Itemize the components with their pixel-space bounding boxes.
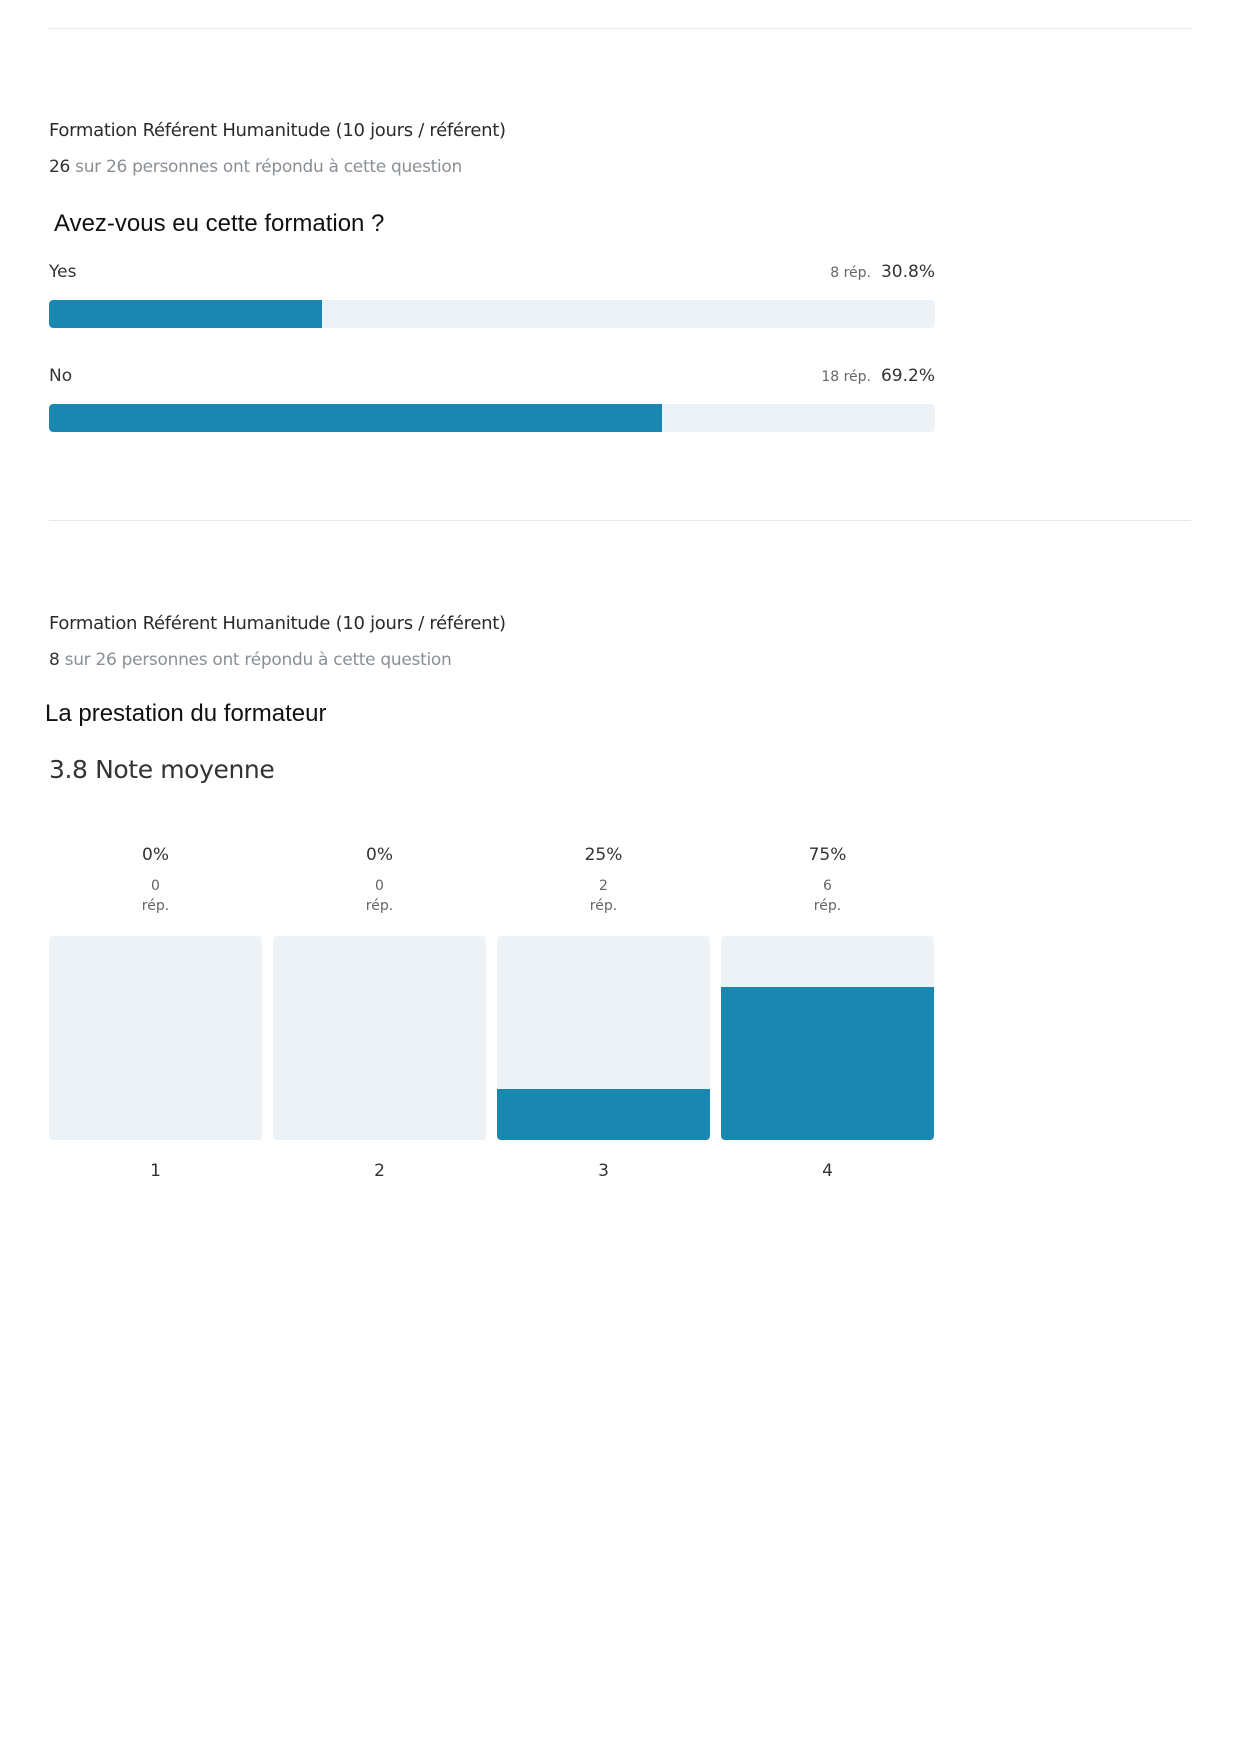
column-track (497, 936, 710, 1140)
bar-value-label (821, 366, 935, 386)
column-category-label: 4 (822, 1161, 833, 1181)
column-track (49, 936, 262, 1140)
column-fill (721, 987, 934, 1140)
column-count-label: 6 (823, 878, 832, 894)
bar-label: Yes (49, 262, 77, 282)
bar-row-no (49, 366, 935, 436)
answered-suffix: sur 26 personnes ont répondu à cette question (59, 650, 452, 670)
column-percent-label: 0% (142, 845, 169, 865)
question-title: La prestation du formateur (45, 700, 327, 727)
bar-count-label: 18 rép. (821, 369, 871, 385)
section-divider-middle (49, 520, 1191, 521)
column-track (721, 936, 934, 1140)
answered-count: 26 (49, 157, 71, 177)
bar-fill (49, 404, 662, 432)
rating-column-2 (273, 845, 486, 1185)
survey-name: Formation Référent Humanitude (10 jours / référent) (49, 120, 506, 141)
column-percent-label: 25% (584, 845, 623, 865)
vertical-bar-chart (49, 845, 935, 1185)
bar-value-label (830, 262, 935, 282)
column-fill (497, 1089, 710, 1140)
column-category-label: 2 (374, 1161, 385, 1181)
column-percent-label: 0% (366, 845, 393, 865)
column-percent-label: 75% (808, 845, 847, 865)
bar-fill (49, 300, 322, 328)
answered-suffix: sur 26 personnes ont répondu à cette question (70, 157, 462, 177)
question-title: Avez-vous eu cette formation ? (54, 210, 385, 237)
response-count (49, 650, 451, 670)
rating-column-1 (49, 845, 262, 1185)
column-count-label: 2 (599, 878, 608, 894)
column-unit-label: rép. (813, 898, 842, 914)
rating-column-3 (497, 845, 710, 1185)
bar-percent-label: 69.2% (880, 366, 935, 386)
bar-percent-label: 30.8% (880, 262, 935, 282)
bar-track (49, 404, 935, 432)
section-divider-top (49, 28, 1191, 29)
average-rating: 3.8 Note moyenne (49, 755, 275, 784)
column-unit-label: rép. (589, 898, 618, 914)
bar-count-label: 8 rép. (830, 265, 871, 281)
column-unit-label: rép. (141, 898, 170, 914)
response-count (49, 157, 462, 177)
column-count-label: 0 (375, 878, 384, 894)
bar-label: No (49, 366, 73, 386)
column-count-label: 0 (151, 878, 160, 894)
column-track (273, 936, 486, 1140)
bar-row-yes (49, 262, 935, 332)
rating-column-4 (721, 845, 934, 1185)
column-category-label: 3 (598, 1161, 609, 1181)
survey-name: Formation Référent Humanitude (10 jours / référent) (49, 613, 506, 634)
column-category-label: 1 (150, 1161, 161, 1181)
column-unit-label: rép. (365, 898, 394, 914)
answered-count: 8 (49, 650, 60, 670)
bar-track (49, 300, 935, 328)
